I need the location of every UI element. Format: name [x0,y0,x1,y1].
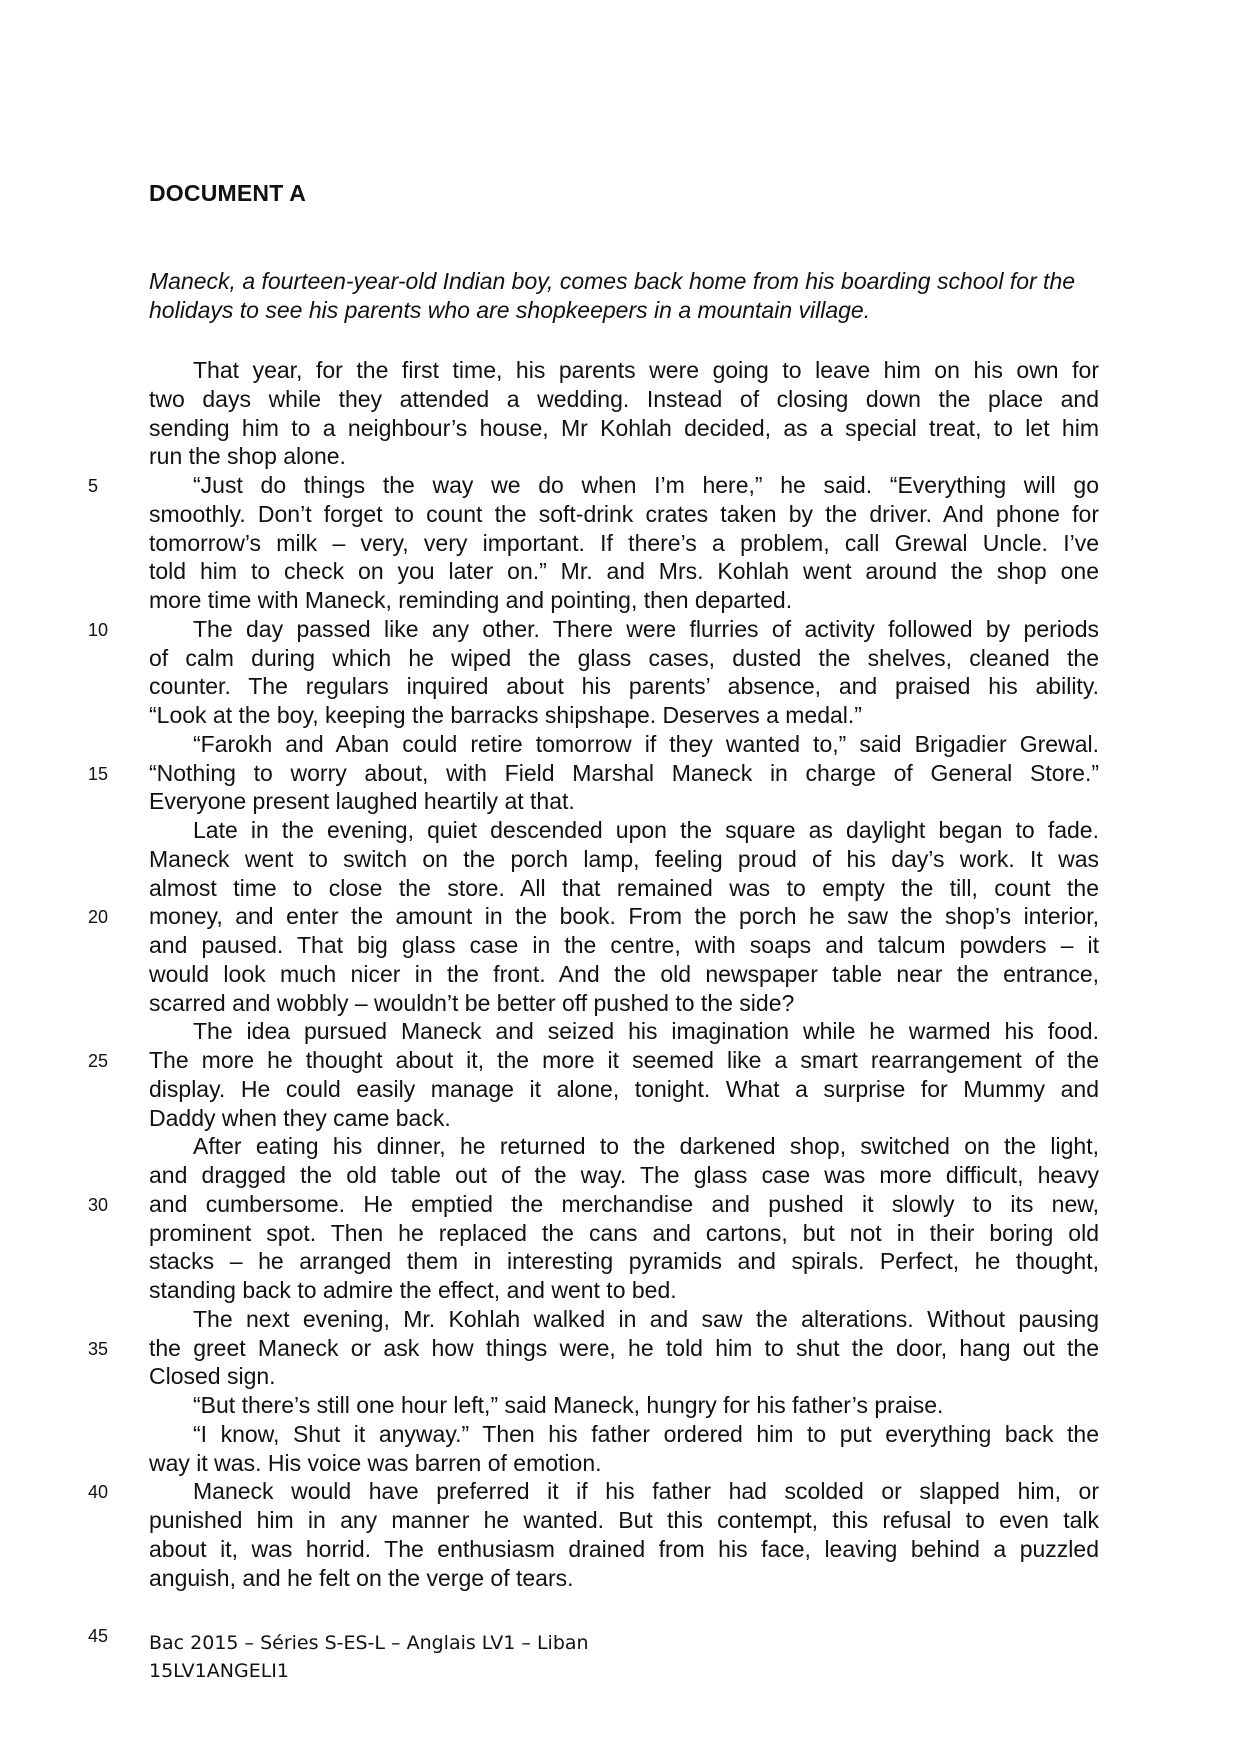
document-title: DOCUMENT A [149,180,307,206]
text-line: Late in the evening, quiet descended upon the square as daylight began to fade. [193,817,1099,843]
text-line: “Nothing to worry about, with Field Marshal Maneck in charge of General Store.” [149,759,1099,786]
text-line: The more he thought about it, the more it seemed like a smart rearrangement of the [149,1047,1099,1073]
text-line: “But there’s still one hour left,” said Maneck, hungry for his father’s praise. [193,1392,944,1418]
text-line: smoothly. Don’t forget to count the soft-drink crates taken by the driver. And phone for [149,500,1099,527]
text-line: prominent spot. Then he replaced the cans and cartons, but not in their boring old [149,1219,1099,1246]
text-line: of calm during which he wiped the glass cases, dusted the shelves, cleaned the [149,644,1099,671]
line-number: 25 [88,1051,109,1071]
text-line: money, and enter the amount in the book. From the porch he saw the shop’s interior, [149,903,1099,930]
text-line: Everyone present laughed heartily at that. [149,788,575,815]
text-line: sending him to a neighbour’s house, Mr Kohlah decided, as a special treat, to let him [149,414,1099,441]
text-line: scarred and wobbly – wouldn’t be better off pushed to the side? [149,989,795,1016]
text-line: tomorrow’s milk – very, very important. If there’s a problem, call Grewal Uncle. I’ve [149,529,1099,556]
text-line: The idea pursued Maneck and seized his imagination while he warmed his food. [193,1018,1099,1045]
text-line: Maneck went to switch on the porch lamp, feeling proud of his day’s work. It was [149,845,1099,872]
text-line: That year, for the first time, his parents were going to leave him on his own for [193,357,1099,383]
text-line: Maneck would have preferred it if his father had scolded or slapped him, or [193,1478,1099,1505]
text-line: and dragged the old table out of the way. The glass case was more difficult, heavy [149,1162,1099,1188]
line-number: 10 [88,619,109,640]
text-line: run the shop alone. [149,443,346,470]
text-line: the greet Maneck or ask how things were, he told him to shut the door, hang out the [149,1334,1099,1361]
line-number: 40 [88,1482,109,1503]
text-line: The next evening, Mr. Kohlah walked in and saw the alterations. Without pausing [193,1305,1099,1332]
text-line: “I know, Shut it anyway.” Then his father ordered him to put everything back the [193,1420,1099,1447]
text-line: anguish, and he felt on the verge of tears. [149,1564,574,1591]
text-line: After eating his dinner, he returned to the darkened shop, switched on the light, [193,1133,1099,1160]
line-number: 5 [88,476,99,496]
text-line: counter. The regulars inquired about his parents’ absence, and praised his ability. [149,673,1099,700]
line-number: 20 [88,907,109,928]
text-line: almost time to close the store. All that remained was to empty the till, count the [149,874,1099,901]
line-number: 15 [88,763,109,784]
text-line: Daddy when they came back. [149,1104,451,1131]
text-line: two days while they attended a wedding. Instead of closing down the place and [149,385,1099,412]
text-line: punished him in any manner he wanted. But this contempt, this refusal to even talk [149,1507,1099,1533]
text-line: about it, was horrid. The enthusiasm drained from his face, leaving behind a puzzled [149,1535,1099,1562]
text-line: “Just do things the way we do when I’m here,” he said. “Everything will go [193,472,1099,498]
text-line: told him to check on you later on.” Mr. and Mrs. Kohlah went around the shop one [149,558,1099,585]
intro-paragraph: Maneck, a fourteen-year-old Indian boy, comes back home from his boarding school for the holidays to see his parents who are shopkeepers in a mountain village. [149,268,1076,323]
text-line: display. He could easily manage it alone, tonight. What a surprise for Mummy and [149,1075,1099,1102]
text-line: way it was. His voice was barren of emotion. [149,1449,602,1476]
text-line: would look much nicer in the front. And the old newspaper table near the entrance, [149,960,1099,987]
text-line: and cumbersome. He emptied the merchandise and pushed it slowly to its new, [149,1190,1099,1217]
footer-code: 15LV1ANGELI1 [149,1660,289,1682]
line-number: 35 [88,1338,109,1359]
text-line: and paused. That big glass case in the centre, with soaps and talcum powders – it [149,932,1099,958]
line-number: 45 [88,1626,109,1646]
text-line: stacks – he arranged them in interesting pyramids and spirals. Perfect, he thought, [149,1248,1099,1275]
text-line: The day passed like any other. There were flurries of activity followed by periods [193,615,1099,642]
footer-exam-info: Bac 2015 – Séries S-ES-L – Anglais LV1 – Liban [149,1632,589,1654]
text-line: Closed sign. [149,1363,276,1390]
text-line: “Look at the boy, keeping the barracks shipshape. Deserves a medal.” [149,702,862,728]
text-line: standing back to admire the effect, and went to bed. [149,1277,677,1303]
line-number: 30 [88,1194,109,1215]
text-line: more time with Maneck, reminding and pointing, then departed. [149,587,793,613]
text-line: “Farokh and Aban could retire tomorrow if they wanted to,” said Brigadier Grewal. [193,730,1099,757]
